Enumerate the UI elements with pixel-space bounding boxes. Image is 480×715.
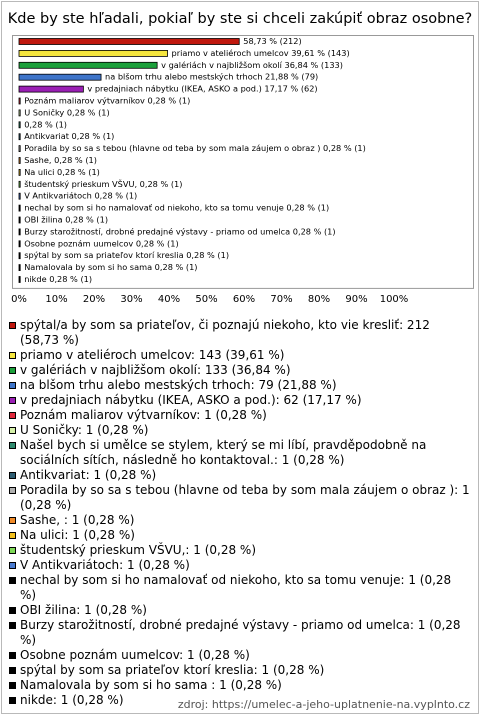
- legend-swatch: [9, 382, 16, 389]
- legend-label: U Soničky: 1 (0,28 %): [20, 423, 149, 437]
- legend-swatch: [9, 397, 16, 404]
- legend-swatch: [9, 607, 16, 614]
- bar: [19, 98, 20, 104]
- legend-label: Poznám maliarov výtvarníkov: 1 (0,28 %): [20, 408, 267, 422]
- bar-label: nikde 0,28 % (1): [24, 274, 93, 284]
- bar: [19, 50, 168, 56]
- bar: [19, 62, 157, 68]
- legend-swatch: [9, 352, 16, 359]
- bar-label: Sashe, 0,28 % (1): [24, 155, 97, 165]
- legend-item: [9, 513, 471, 528]
- legend-item: [9, 558, 471, 573]
- legend-swatch: [9, 682, 16, 689]
- bar: [19, 205, 20, 211]
- chart-frame: [1, 1, 479, 714]
- bar-label: na blšom trhu alebo mestských trhoch 21,88 % (79): [105, 71, 319, 82]
- bar-label: 0,28 % (1): [24, 119, 68, 130]
- x-tick-label: 30%: [120, 293, 143, 305]
- bar: [19, 217, 20, 223]
- bar-label: Osobne poznám uumelcov 0,28 % (1): [24, 238, 179, 249]
- bar: [19, 181, 20, 187]
- bar: [19, 134, 20, 140]
- legend-item: [9, 348, 471, 363]
- bar: [19, 241, 20, 247]
- legend-item: [9, 378, 471, 393]
- legend-swatch: [9, 472, 16, 479]
- legend-item: [9, 678, 471, 693]
- legend-label: Namalovala by som si ho sama : 1 (0,28 %): [20, 678, 282, 692]
- legend-item: [9, 423, 471, 438]
- legend-item: [9, 663, 471, 678]
- legend-swatch: [9, 697, 16, 704]
- legend-swatch: [9, 577, 16, 584]
- legend-label: v galériách v najbližšom okolí: 133 (36,84 %): [20, 363, 291, 377]
- legend-label: v predajniach nábytku (IKEA, ASKO a pod.): 62 (17,17 %): [20, 393, 362, 407]
- legend-item: [9, 618, 471, 648]
- legend-swatch: [9, 517, 16, 524]
- bar-label: 58,73 % (212): [243, 36, 302, 46]
- bar: [19, 110, 20, 116]
- legend-label: spýtal by som sa priateľov ktorí kreslia: 1 (0,28 %): [20, 663, 325, 677]
- x-tick-label: 20%: [82, 293, 106, 305]
- legend-item: [9, 603, 471, 618]
- bar-label: Poradila by so sa s tebou (hlavne od teba by som mala záujem o obraz ) 0,28 % (1): [24, 143, 366, 154]
- legend-item: [9, 483, 471, 513]
- bar: [19, 193, 20, 199]
- chart-title: Kde by ste hľadali, pokiaľ by ste si chceli zakúpiť obraz osobne?: [7, 11, 473, 27]
- legend-swatch: [9, 532, 16, 539]
- bar: [19, 277, 20, 283]
- legend-swatch: [9, 562, 16, 569]
- bar-label: Na ulici 0,28 % (1): [24, 166, 100, 177]
- legend-item: [9, 468, 471, 483]
- bar-label: V Antikvariátoch 0,28 % (1): [24, 190, 138, 201]
- x-tick-label: 90%: [345, 293, 368, 305]
- bar-label: Poznám maliarov výtvarníkov 0,28 % (1): [24, 95, 191, 106]
- legend-label: Na ulici: 1 (0,28 %): [20, 528, 135, 542]
- legend-swatch: [9, 322, 16, 329]
- legend-item: [9, 408, 471, 423]
- bar-label: spýtal by som sa priateľov ktorí kreslia 0,28 % (1): [24, 250, 230, 261]
- legend-label: na blšom trhu alebo mestských trhoch: 79 (21,88 %): [20, 378, 337, 392]
- legend-label: V Antikvariátoch: 1 (0,28 %): [20, 558, 190, 572]
- x-tick-label: 40%: [157, 293, 181, 305]
- bar-label: Namalovala by som si ho sama 0,28 % (1): [24, 262, 198, 273]
- legend-item: [9, 363, 471, 378]
- legend-item: [9, 573, 471, 603]
- legend-item: [9, 648, 471, 663]
- legend-label: priamo v ateliéroch umelcov: 143 (39,61 %): [20, 348, 285, 362]
- bar-label: nechal by som si ho namalovať od niekoho, kto sa tomu venuje 0,28 % (1): [24, 202, 330, 213]
- bar-label: Burzy starožitností, drobné predajné výstavy - priamo od umelca 0,28 % (1): [24, 226, 336, 237]
- legend-label: študentský prieskum VŠVU,: 1 (0,28 %): [20, 543, 257, 557]
- legend-item: [9, 528, 471, 543]
- legend: [9, 318, 471, 708]
- bar-label: študentský prieskum VŠVU, 0,28 % (1): [24, 178, 183, 189]
- legend-swatch: [9, 427, 16, 434]
- bar-label: v predajniach nábytku (IKEA, ASKO a pod.) 17,17 % (62): [87, 83, 318, 94]
- bar: [19, 265, 20, 271]
- x-tick-label: 50%: [195, 293, 218, 305]
- legend-swatch: [9, 412, 16, 419]
- legend-swatch: [9, 487, 16, 494]
- legend-label: Našel bych si umělce se stylem, který se mi líbí, pravděpodobně na sociálních sítích, následně ho kontaktoval.: 1 (0,28 %): [20, 438, 427, 467]
- legend-label: Osobne poznám uumelcov: 1 (0,28 %): [20, 648, 250, 662]
- bar: [19, 122, 20, 128]
- x-tick-label: 10%: [45, 293, 68, 305]
- legend-swatch: [9, 667, 16, 674]
- bar-chart-svg: [11, 35, 474, 305]
- legend-label: nikde: 1 (0,28 %): [20, 693, 124, 707]
- legend-item: [9, 318, 471, 348]
- plot-area: [11, 35, 474, 305]
- legend-label: Antikvariat: 1 (0,28 %): [20, 468, 157, 482]
- bar: [19, 253, 20, 259]
- legend-swatch: [9, 652, 16, 659]
- legend-swatch: [9, 442, 16, 449]
- bar: [19, 158, 20, 164]
- bar: [19, 229, 20, 235]
- legend-swatch: [9, 547, 16, 554]
- legend-label: nechal by som si ho namalovať od niekoho, kto sa tomu venuje: 1 (0,28 %): [20, 573, 452, 602]
- legend-item: [9, 543, 471, 558]
- x-tick-label: 0%: [11, 293, 27, 305]
- legend-swatch: [9, 367, 16, 374]
- x-tick-label: 80%: [307, 293, 331, 305]
- legend-label: Poradila by so sa s tebou (hlavne od teba by som mala záujem o obraz ): 1 (0,28 %): [20, 483, 470, 512]
- bar-label: Antikvariat 0,28 % (1): [24, 131, 115, 142]
- legend-label: OBI žilina: 1 (0,28 %): [20, 603, 147, 617]
- bar: [19, 169, 20, 175]
- bar-label: OBI žilina 0,28 % (1): [24, 214, 109, 225]
- bar-label: priamo v ateliéroch umelcov 39,61 % (143): [171, 47, 350, 58]
- legend-item: [9, 438, 471, 468]
- legend-label: Burzy starožitností, drobné predajné výstavy - priamo od umelca: 1 (0,28 %): [20, 618, 461, 647]
- x-tick-label: 70%: [270, 293, 293, 305]
- source-note: zdroj: https://umelec-a-jeho-uplatnenie-na.vyplnto.cz: [177, 698, 470, 711]
- bar: [19, 86, 83, 92]
- legend-item: [9, 393, 471, 408]
- bar: [19, 74, 101, 80]
- x-tick-label: 100%: [379, 293, 409, 305]
- legend-label: spýtal/a by som sa priateľov, či poznajú niekoho, kto vie kresliť: 212 (58,73 %): [20, 318, 430, 347]
- legend-swatch: [9, 622, 16, 629]
- bar-label: U Soničky 0,28 % (1): [24, 107, 110, 118]
- x-tick-label: 60%: [232, 293, 256, 305]
- bar-label: v galériách v najbližšom okolí 36,84 % (133): [161, 59, 343, 70]
- bar: [19, 39, 239, 45]
- legend-label: Sashe, : 1 (0,28 %): [20, 513, 135, 527]
- bar: [19, 146, 20, 152]
